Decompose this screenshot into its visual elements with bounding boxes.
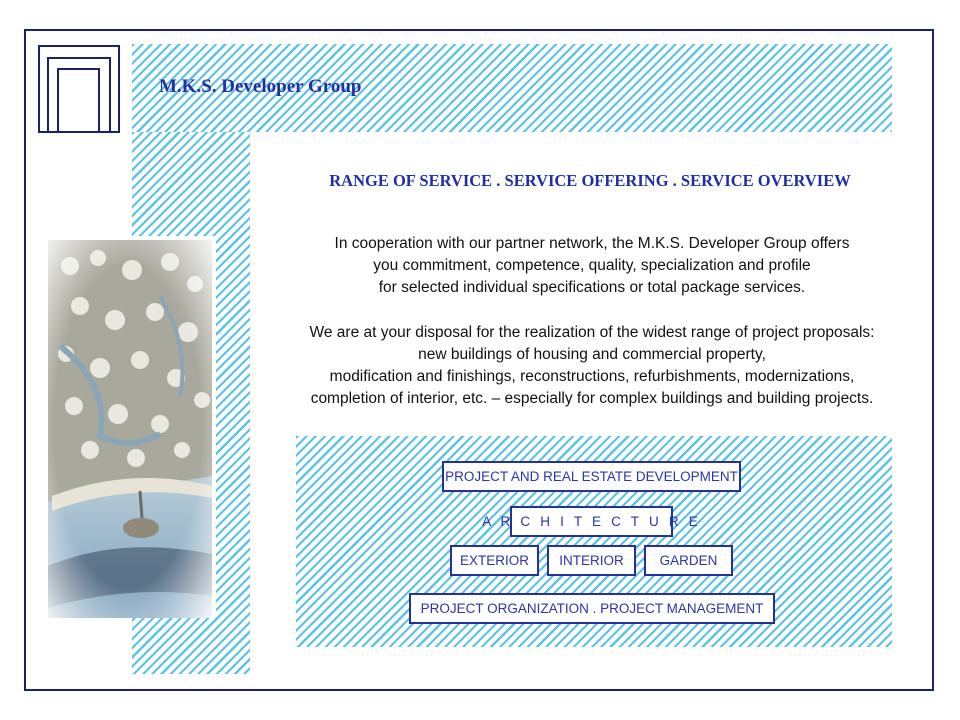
service-exterior: EXTERIOR (450, 545, 539, 576)
nested-doorway-logo-icon (38, 45, 120, 133)
scope-paragraph (262, 322, 922, 410)
brand-name: M.K.S. Developer Group (159, 76, 362, 97)
service-interior: INTERIOR (547, 545, 636, 576)
scope-line: new buildings of housing and commercial property, (418, 346, 766, 363)
service-garden: GARDEN (644, 545, 733, 576)
intro-line: In cooperation with our partner network, the M.K.S. Developer Group offers (334, 235, 850, 252)
service-architecture: A R C H I T E C T U R E (510, 506, 673, 537)
scope-line: modification and finishings, reconstructions, refurbishments, modernizations, (329, 368, 855, 385)
service-development: PROJECT AND REAL ESTATE DEVELOPMENT (442, 461, 741, 492)
intro-line: you commitment, competence, quality, specialization and profile (373, 257, 811, 274)
intro-line: for selected individual specifications or total package services. (378, 279, 806, 296)
scope-line: completion of interior, etc. – especially for complex buildings and building projects. (310, 390, 874, 407)
intro-paragraph (262, 233, 922, 299)
page-heading: RANGE OF SERVICE . SERVICE OFFERING . SERVICE OVERVIEW (329, 171, 851, 190)
scope-line: We are at your disposal for the realization of the widest range of project proposals: (309, 324, 875, 341)
aerial-resort-photo (40, 236, 216, 618)
service-organization: PROJECT ORGANIZATION . PROJECT MANAGEMENT (409, 593, 775, 624)
